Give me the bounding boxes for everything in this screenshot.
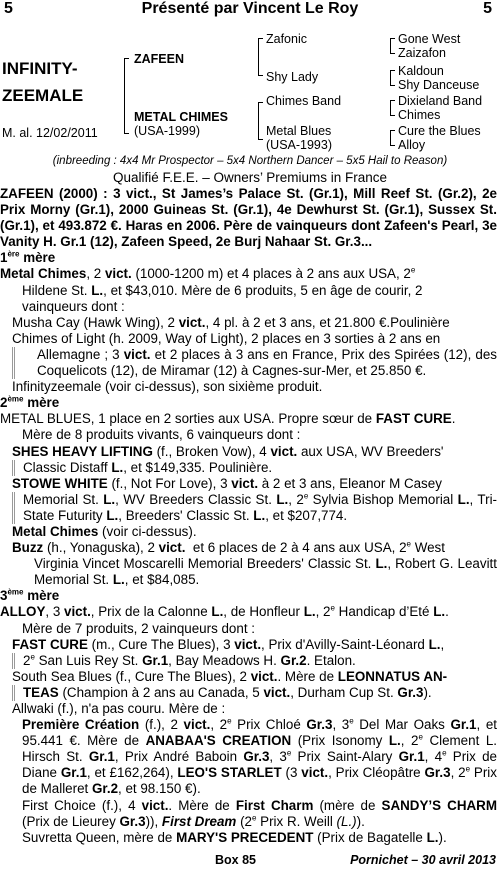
ggs-bracket-1 [390,38,395,54]
first-dam-paragraph: Metal Chimes, 2 vict. (1000-1200 m) et 4 places à 2 ans aux USA, 2e Hildene St. L., et $43,010. Mère de 6 produits, 5 en âge de courir, 2 vainqueurs dont : [0,266,423,314]
produce-chimes-of-light-cont: Allemagne ; 3 vict. et 2 places à 3 ans en France, Prix des Spirées (12), des Coquelicots (12), de Miramar (12) à Cagnes-sur-Mer, et 25.850 €. [12,347,497,379]
third-dam-heading: 3ème mère [0,587,60,604]
page-title: Présenté par Vincent Le Roy [141,0,359,17]
lot-number-right: 5 [483,0,492,17]
horse-name-line1: INFINITY- [2,59,78,78]
second-dam-paragraph: METAL BLUES, 1 place en 2 sorties aux USA. Propre sœur de FAST CURE. Mère de 8 produits vivants, 6 vainqueurs dont : [0,411,456,443]
ggs-7: Cure the Blues [398,124,481,138]
produce-buzz: Buzz (h., Yonaguska), 2 vict. et 6 places de 2 à 4 ans aux USA, 2e West [12,539,445,556]
produce-fast-cure-cont: 2e San Luis Rey St. Gr.1, Bay Meadows H. Gr.2. Etalon. [12,653,497,669]
grandsire-1: Zafonic [266,32,307,46]
qualification-line: Qualifié F.E.E. – Owners’ Premiums in France [112,170,388,185]
dam-name: METAL CHIMES [134,110,228,124]
pedigree-table [0,28,500,158]
second-dam-heading: 2ème mère [0,394,60,411]
grandsire-2: Shy Lady [266,70,319,84]
grandsire-3: Chimes Band [266,94,342,108]
produce-infinityzeemale: Infinityzeemale (voir ci-dessus), son sixième produit. [12,379,323,395]
dam-bracket [258,102,263,140]
catalogue-text [0,186,497,846]
grandsire-4-info: (USA-1993) [266,138,332,152]
produce-musha-cay: Musha Cay (Hawk Wing), 2 vict., 4 pl. à 2 et 3 ans, et 21.800 €.Poulinière [12,314,450,330]
ggs-6: Chimes [398,108,441,122]
box-number: Box 85 [215,853,256,867]
dam-info: (USA-1999) [134,124,200,138]
first-dam-heading: 1ère mère [0,249,56,266]
produce-buzz-cont: Virginia Vincet Moscarelli Memorial Breeders' Classic St. L., Robert G. Leavitt Memorial St. L., et $84,085. [34,556,497,588]
produce-first-choice: First Choice (f.), 4 vict.. Mère de First Charm (mère de SANDY’S CHARM (Prix de Lieurey Gr.3)), First Dream (2e Prix R. Weill (L.)). [22,797,497,829]
page-header [0,0,500,20]
sire-bracket [258,38,263,76]
ggs-2: Zaizafon [398,46,446,60]
third-dam-paragraph: ALLOY, 3 vict., Prix de la Calonne L., de Honfleur L., 2e Handicap d’Eté L.. Mère de 7 produits, 2 vainqueurs dont : [0,603,449,636]
produce-south-sea-blues-cont: TEAS (Champion à 2 ans au Canada, 5 vict., Durham Cup St. Gr.3). [12,685,497,701]
produce-south-sea-blues: South Sea Blues (f., Cure The Blues), 2 vict.. Mère de LEONNATUS AN- [12,668,448,684]
place-date: Pornichet – 30 avril 2013 [350,853,496,867]
produce-metal-chimes: Metal Chimes (voir ci-dessus). [12,523,197,539]
ggs-1: Gone West [398,32,461,46]
produce-stowe-white: STOWE WHITE (f., Not For Love), 3 vict. à 2 et 3 ans, Eleanor M Casey [12,475,442,491]
ggs-bracket-4 [390,130,395,146]
sire-name: ZAFEEN [134,52,184,66]
produce-fast-cure: FAST CURE (m., Cure The Blues), 3 vict., Prix d'Avilly-Saint-Léonard L., [12,636,445,652]
sire-paragraph: ZAFEEN (2000) : 3 vict., St James’s Palace St. (Gr.1), Mill Reef St. (Gr.2), 2e Prix Morny (Gr.1), 2000 Guineas St. (Gr.1), 4e Dewhurst St. (Gr.1), Sussex St. (Gr.1), et 493.872 €. Haras en 2006. Père de vainqueurs dont Zafeen's Pearl, 3e Vanity H. Gr.1 (12), Zafeen Speed, 2e Burj Nahaar St. Gr.3... [0,186,497,250]
produce-allwaki: Allwaki (f.), n'a pas couru. Mère de : [12,701,226,716]
produce-suvretta-queen: Suvretta Queen, mère de MARY'S PRECEDENT (Prix de Bagatelle L.). [22,829,447,845]
inbreeding-note: (inbreeding : 4x4 Mr Prospector – 5x4 Northern Dancer – 5x5 Hail to Reason) [52,155,448,167]
produce-premiere-creation: Première Création (f.), 2 vict., 2e Prix Chloé Gr.3, 3e Del Mar Oaks Gr.1, et 95.441 €. Mère de ANABAA'S CREATION (Prix Isonomy L., 2e Clement L. Hirsch St. Gr.1, Prix André Baboin Gr.3, 3e Prix Saint-Alary Gr.1, 4e Prix de Diane Gr.1, et £162,264), LEO'S STARLET (3 vict., Prix Cléopâtre Gr.3, 2e Prix de Malleret Gr.2, et 98.150 €). [22,716,498,797]
produce-shes-heavy-lifting-cont: Classic Distaff L., et $149,335. Poulinière. [12,460,497,476]
ggs-bracket-3 [390,100,395,116]
sire-dam-bracket [124,58,129,134]
ggs-8: Alloy [398,138,426,152]
lot-number-left: 5 [4,0,13,17]
produce-chimes-of-light: Chimes of Light (h. 2009, Way of Light), 2 places en 3 sorties à 2 ans en [12,330,441,346]
produce-stowe-white-cont: Memorial St. L., WV Breeders Classic St. L., 2e Sylvia Bishop Memorial L., Tri-State Futurity L., Breeders' Classic St. L., et $207,774. [12,492,497,524]
ggs-5: Dixieland Band [398,94,483,108]
produce-shes-heavy-lifting: SHES HEAVY LIFTING (f., Broken Vow), 4 vict. aux USA, WV Breeders' [12,443,444,459]
ggs-4: Shy Danceuse [398,78,480,92]
ggs-bracket-2 [390,70,395,86]
horse-info: M. al. 12/02/2011 [2,126,98,140]
grandsire-4: Metal Blues [266,124,332,138]
horse-name-line2: ZEEMALE [2,86,84,105]
ggs-3: Kaldoun [398,64,444,78]
